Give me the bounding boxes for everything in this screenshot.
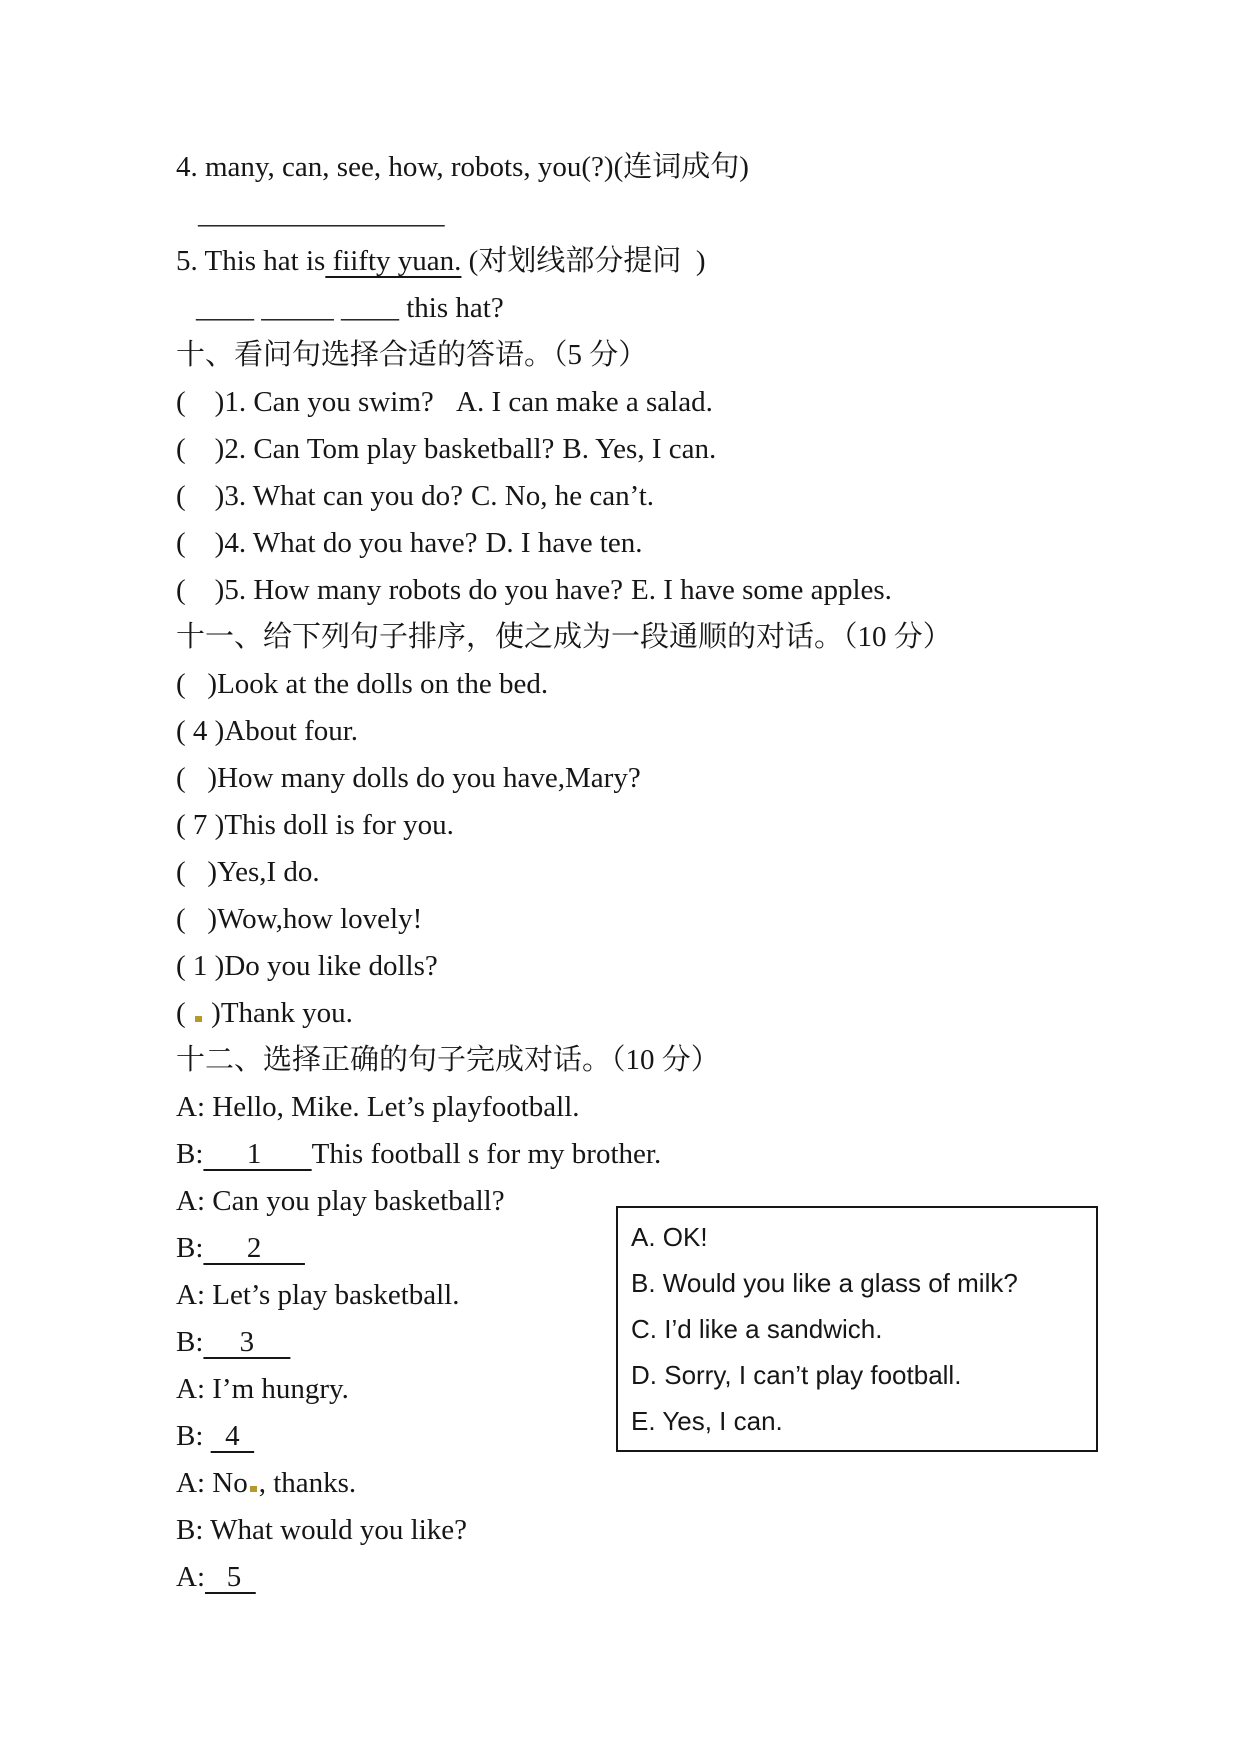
- matching-item: [176, 426, 1176, 473]
- matching-question: ( )5. How many robots do you have?: [176, 574, 623, 606]
- olive-dot-mark: [195, 1016, 202, 1022]
- option-item: D. Sorry, I can’t play football.: [631, 1360, 962, 1390]
- fill-blank: 3: [203, 1326, 291, 1358]
- matching-item: [176, 473, 1176, 520]
- sequence-item: [176, 990, 1176, 1037]
- question-5-line: [176, 238, 1176, 285]
- sequence-item: ( )Yes,I do.: [176, 856, 320, 888]
- matching-question: ( )4. What do you have?: [176, 527, 478, 559]
- dialogue-text: This football s for my brother.: [311, 1138, 662, 1170]
- section-12-heading: 十二、选择正确的句子完成对话。（10 分）: [176, 1044, 720, 1076]
- sequence-item: ( )How many dolls do you have,Mary?: [176, 762, 641, 794]
- matching-question: ( )2. Can Tom play basketball?: [176, 433, 555, 465]
- matching-answer: C. No, he can’t.: [470, 480, 655, 512]
- option-item: A. OK!: [631, 1222, 708, 1252]
- option-item: B. Would you like a glass of milk?: [631, 1268, 1018, 1298]
- question-5-underlined-phrase: fiifty yuan.: [325, 245, 462, 277]
- fill-blank: 1: [203, 1138, 312, 1170]
- dialogue-line: [176, 1131, 1176, 1178]
- dialogue-text: , thanks.: [258, 1467, 357, 1499]
- dialogue-text: A: No: [176, 1467, 248, 1499]
- dialogue-line: A: Can you play basketball?: [176, 1185, 505, 1217]
- speaker-label: B:: [176, 1326, 204, 1358]
- speaker-label: B:: [176, 1138, 204, 1170]
- matching-answer: D. I have ten.: [485, 527, 643, 559]
- dialogue-line: A: I’m hungry.: [176, 1373, 349, 1405]
- option-item: E. Yes, I can.: [631, 1406, 783, 1436]
- sequence-item-suffix: )Thank you.: [203, 997, 353, 1029]
- options-box: [616, 1206, 1098, 1452]
- sequence-item-prefix: (: [176, 997, 193, 1029]
- section-10-heading: 十、看问句选择合适的答语。（5 分）: [176, 339, 648, 371]
- question-5-instruction: (对划线部分提问 ): [461, 245, 706, 277]
- dialogue-line: A: Hello, Mike. Let’s playfootball.: [176, 1091, 580, 1123]
- option-item: C. I’d like a sandwich.: [631, 1314, 883, 1344]
- matching-question: ( )1. Can you swim?: [176, 386, 434, 418]
- dialogue-line: [176, 1554, 1176, 1601]
- dialogue-line: A: Let’s play basketball.: [176, 1279, 460, 1311]
- matching-answer: A. I can make a salad.: [456, 386, 713, 418]
- matching-answer: E. I have some apples.: [631, 574, 892, 606]
- sequence-item: ( 7 )This doll is for you.: [176, 809, 454, 841]
- fill-blank: 2: [203, 1232, 305, 1264]
- sequence-item: ( 4 )About four.: [176, 715, 359, 747]
- speaker-label: A:: [176, 1561, 205, 1593]
- question-4-answer-blank: _________________: [198, 198, 445, 230]
- speaker-label: B:: [176, 1420, 211, 1452]
- sequence-item: ( 1 )Do you like dolls?: [176, 950, 438, 982]
- fill-blank: 4: [210, 1420, 255, 1452]
- olive-dot-mark: [250, 1486, 257, 1492]
- matching-item: [176, 379, 1176, 426]
- speaker-label: B:: [176, 1232, 204, 1264]
- fill-blank: 5: [205, 1561, 256, 1593]
- matching-item: [176, 520, 1176, 567]
- dialogue-line: B: What would you like?: [176, 1514, 468, 1546]
- matching-item: [176, 567, 1176, 614]
- question-5-answer-line: ____ _____ ____ this hat?: [196, 292, 504, 324]
- question-4-line: 4. many, can, see, how, robots, you(?)(连词成句): [176, 151, 749, 183]
- matching-answer: B. Yes, I can.: [562, 433, 717, 465]
- dialogue-line: [176, 1460, 1176, 1507]
- sequence-item: ( )Wow,how lovely!: [176, 903, 423, 935]
- section-11-heading: 十一、给下列句子排序，使之成为一段通顺的对话。（10 分）: [176, 621, 952, 653]
- matching-question: ( )3. What can you do?: [176, 480, 463, 512]
- question-5-text: 5. This hat is: [176, 245, 326, 277]
- sequence-item: ( )Look at the dolls on the bed.: [176, 668, 549, 700]
